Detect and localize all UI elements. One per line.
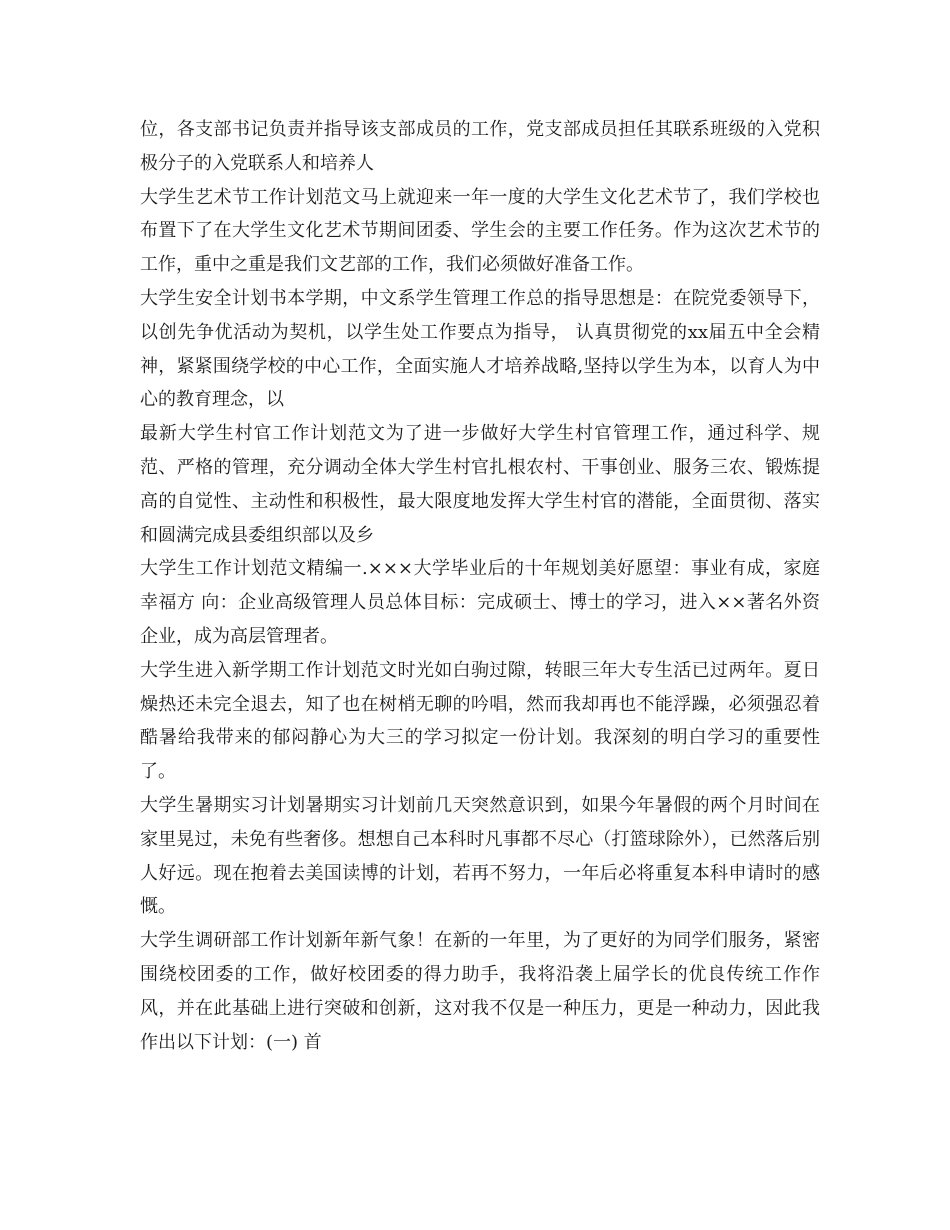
paragraph-art-festival: 大学生艺术节工作计划范文马上就迎来一年一度的大学生文化艺术节了，我们学校也布置下了在大学生文化艺术节期间团委、学生会的主要工作任务。作为这次艺术节的工作，重中之重是我们文艺部的工作，我们必须做好准备工作。 xyxy=(140,186,820,276)
paragraph-ten-year-plan: 大学生工作计划范文精编一.×××大学毕业后的十年规划美好愿望：事业有成，家庭幸福方 向：企业高级管理人员总体目标：完成硕士、博士的学习，进入××著名外资企业，成为高层管理者。 xyxy=(140,558,820,647)
paragraph-new-semester: 大学生进入新学期工作计划范文时光如白驹过隙，转眼三年大专生活已过两年。夏日燥热还未完全退去，知了也在树梢无聊的吟唱，然而我却再也不能浮躁，必须强忍着酷暑给我带来的郁闷静心为大三的学习拟定一份计划。我深刻的明白学习的重要性了。 xyxy=(140,659,820,783)
paragraph-safety-plan: 大学生安全计划书本学期，中文系学生管理工作总的指导思想是：在院党委领导下，以创先争优活动为契机，以学生处工作要点为指导， 认真贯彻党的xx届五中全会精神，紧紧围绕学校的中心工作，全面实施人才培养战略,坚持以学生为本，以育人为中心的教育理念，以 xyxy=(140,287,820,411)
paragraph-research-dept: 大学生调研部工作计划新年新气象！在新的一年里，为了更好的为同学们服务，紧密围绕校团委的工作，做好校团委的得力助手，我将沿袭上届学长的优良传统工作作风，并在此基础上进行突破和创新，这对我不仅是一种压力，更是一种动力，因此我作出以下计划：(一) 首 xyxy=(140,930,820,1053)
paragraph-village-official: 最新大学生村官工作计划范文为了进一步做好大学生村官管理工作，通过科学、规范、严格的管理，充分调动全体大学生村官扎根农村、干事创业、服务三农、锻炼提高的自觉性、主动性和积极性，最大限度地发挥大学生村官的潜能，全面贯彻、落实和圆满完成县委组织部以及乡 xyxy=(140,423,820,546)
document-body xyxy=(140,113,820,1059)
paragraph-summer-internship: 大学生暑期实习计划暑期实习计划前几天突然意识到，如果今年暑假的两个月时间在家里晃过，未免有些奢侈。想想自己本科时凡事都不尽心（打篮球除外），已然落后别人好远。现在抱着去美国读博的计划，若再不努力，一年后必将重复本科申请时的感慨。 xyxy=(140,794,820,918)
paragraph-party-branch: 位，各支部书记负责并指导该支部成员的工作，党支部成员担任其联系班级的入党积极分子的入党联系人和培养人 xyxy=(140,119,820,174)
